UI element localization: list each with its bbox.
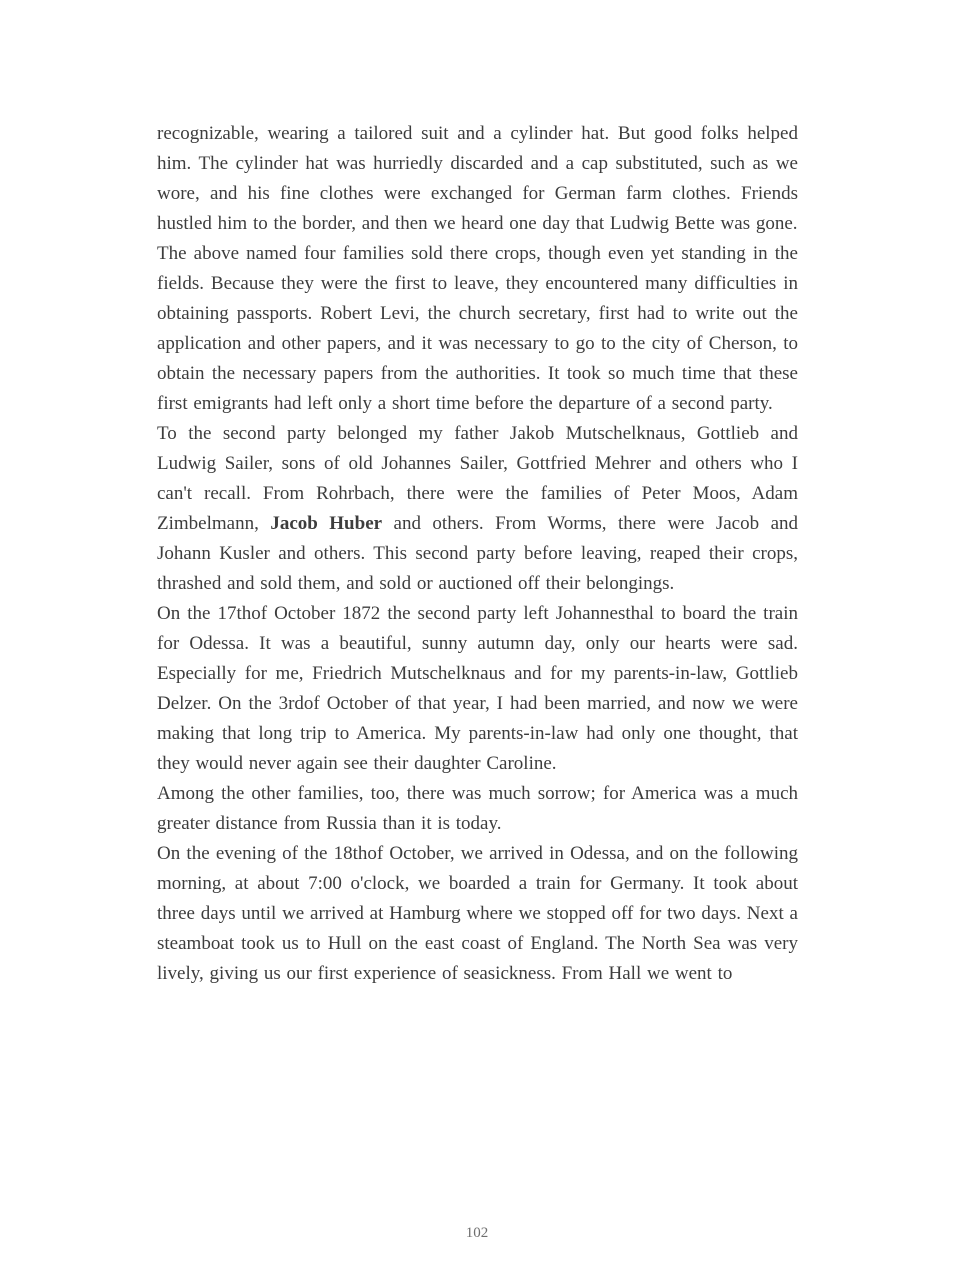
text-block: [157, 119, 798, 989]
paragraph: [157, 599, 798, 779]
paragraph: [157, 239, 798, 419]
paragraph: [157, 119, 798, 239]
paragraph-text: and others. From Worms, there were Jacob and Johann Kusler and others. This second party before leaving, reaped their crops, thrashed and sold them, and sold or auctioned off their belongings.: [157, 513, 798, 594]
paragraph-text: On the 17thof October 1872 the second party left Johannesthal to board the train for Odessa. It was a beautiful, sunny autumn day, only our hearts were sad. Especially for me, Friedrich Mutschelknaus and for my parents-in-law, Gottlieb Delzer. On the 3rdof October of that year, I had been married, and now we were making that long trip to America. My parents-in-law had only one thought, that they would never again see their daughter Caroline.: [157, 603, 798, 774]
paragraph-text: To the second party belonged my father Jakob Mutschelknaus, Gottlieb and Ludwig Sailer, sons of old Johannes Sailer, Gottfried Mehrer and others who I can't recall. From Rohrbach, there were the families of Peter Moos, Adam Zimbelmann,: [157, 423, 798, 534]
paragraph: [157, 839, 798, 989]
paragraph-text-bold: Jacob Huber: [270, 513, 383, 534]
paragraph-text: On the evening of the 18thof October, we arrived in Odessa, and on the following morning, at about 7:00 o'clock, we boarded a train for Germany. It took about three days until we arrived at Hamburg where we stopped off for two days. Next a steamboat took us to Hull on the east coast of England. The North Sea was very lively, giving us our first experience of seasickness. From Hall we went to: [157, 843, 798, 984]
page-number: 102: [465, 1225, 489, 1241]
paragraph-text: Among the other families, too, there was much sorrow; for America was a much greater distance from Russia than it is today.: [157, 783, 798, 834]
paragraph: [157, 779, 798, 839]
paragraph: [157, 419, 798, 599]
paragraph-text: recognizable, wearing a tailored suit and a cylinder hat. But good folks helped him. The cylinder hat was hurriedly discarded and a cap substituted, such as we wore, and his fine clothes were exchanged for German farm clothes. Friends hustled him to the border, and then we heard one day that Ludwig Bette was gone.: [157, 123, 798, 234]
paragraph-text: The above named four families sold there crops, though even yet standing in the fields. Because they were the first to leave, they encountered many difficulties in obtaining passports. Robert Levi, the church secretary, first had to write out the application and other papers, and it was necessary to go to the city of Cherson, to obtain the necessary papers from the authorities. It took so much time that these first emigrants had left only a short time before the departure of a second party.: [157, 243, 798, 414]
